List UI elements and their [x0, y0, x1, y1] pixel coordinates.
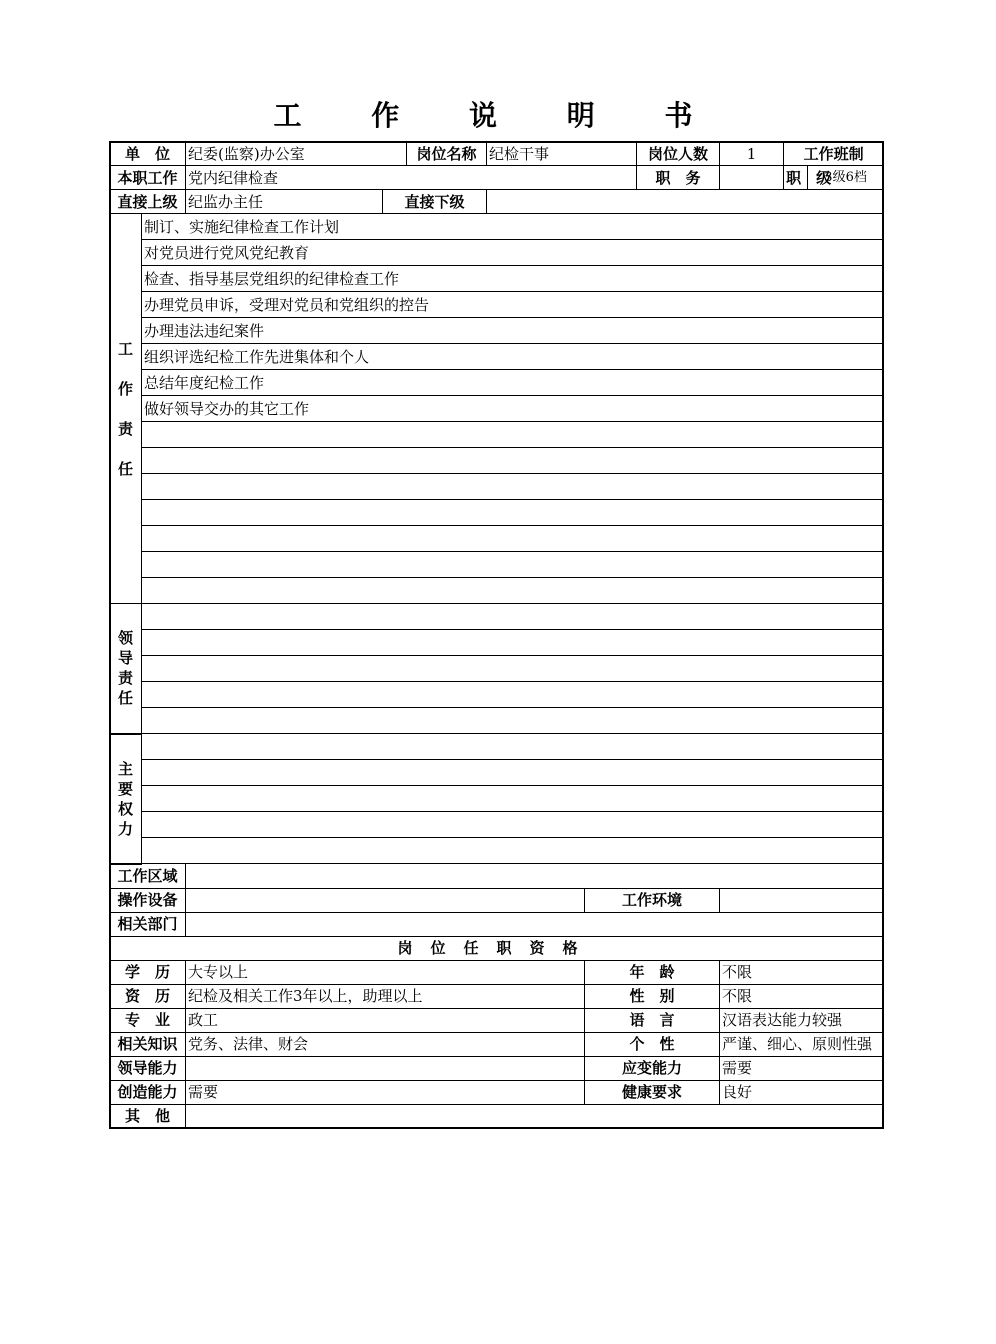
education-label: 学 历: [110, 960, 186, 984]
responsibility-item: 对党员进行党风党纪教育: [142, 240, 884, 266]
grade-label: 职 级: [784, 166, 808, 190]
gender-value: 不限: [720, 984, 884, 1008]
other-value: [186, 1104, 884, 1128]
environment-label: 工作环境: [585, 888, 720, 912]
gender-label: 性 别: [585, 984, 720, 1008]
creativity-label: 创造能力: [110, 1080, 186, 1104]
personality-label: 个 性: [585, 1032, 720, 1056]
superior-label: 直接上级: [110, 190, 186, 214]
page-title: 工 作 说 明 书: [273, 99, 723, 132]
post-name-value: 纪检干事: [487, 142, 637, 166]
health-label: 健康要求: [585, 1080, 720, 1104]
duty-value: [720, 166, 784, 190]
creativity-value: 需要: [186, 1080, 585, 1104]
responsibility-item: 总结年度纪检工作: [142, 370, 884, 396]
power-item: [142, 812, 884, 838]
grade-value: 3级6档: [808, 166, 884, 190]
leadership-item: [142, 708, 884, 734]
responsibility-item: 组织评选纪检工作先进集体和个人: [142, 344, 884, 370]
post-name-label: 岗位名称: [407, 142, 487, 166]
power-item: [142, 760, 884, 786]
subordinate-value: [487, 190, 884, 214]
power-item: [142, 838, 884, 864]
leadership-item: [142, 604, 884, 630]
responsibility-item: [142, 578, 884, 604]
major-label: 专 业: [110, 1008, 186, 1032]
adaptability-label: 应变能力: [585, 1056, 720, 1080]
experience-label: 资 历: [110, 984, 186, 1008]
responsibilities-label: 工 作 责 任: [110, 214, 142, 604]
responsibility-item: [142, 526, 884, 552]
responsibility-item: 做好领导交办的其它工作: [142, 396, 884, 422]
education-value: 大专以上: [186, 960, 585, 984]
responsibility-item: [142, 552, 884, 578]
unit-label: 单 位: [110, 142, 186, 166]
age-label: 年 龄: [585, 960, 720, 984]
major-value: 政工: [186, 1008, 585, 1032]
language-value: 汉语表达能力较强: [720, 1008, 884, 1032]
unit-value: 纪委(监察)办公室: [186, 142, 407, 166]
duty-label: 职 务: [637, 166, 720, 190]
related-dept-value: [186, 912, 884, 936]
other-label: 其 他: [110, 1104, 186, 1128]
equipment-label: 操作设备: [110, 888, 186, 912]
responsibility-item: 制订、实施纪律检查工作计划: [142, 214, 884, 240]
equipment-value: [186, 888, 585, 912]
environment-value: [720, 888, 884, 912]
leadership-label: 领 导 责 任: [110, 604, 142, 734]
qualifications-heading: 岗位任职资格: [110, 936, 884, 960]
experience-value: 纪检及相关工作3年以上，助理以上: [186, 984, 585, 1008]
responsibility-item: 办理党员申诉，受理对党员和党组织的控告: [142, 292, 884, 318]
leadership-item: [142, 630, 884, 656]
power-item: [142, 734, 884, 760]
main-work-value: 党内纪律检查: [186, 166, 637, 190]
age-value: 不限: [720, 960, 884, 984]
job-description-form: [109, 141, 884, 1129]
post-count-value: 1: [720, 142, 784, 166]
knowledge-label: 相关知识: [110, 1032, 186, 1056]
responsibility-item: 检查、指导基层党组织的纪律检查工作: [142, 266, 884, 292]
responsibility-item: 办理违法违纪案件: [142, 318, 884, 344]
post-count-label: 岗位人数: [637, 142, 720, 166]
leadership-item: [142, 656, 884, 682]
adaptability-value: 需要: [720, 1056, 884, 1080]
responsibility-item: [142, 448, 884, 474]
powers-label: 主 要 权 力: [110, 734, 142, 864]
leadership-ability-value: [186, 1056, 585, 1080]
responsibility-item: [142, 474, 884, 500]
responsibility-item: [142, 422, 884, 448]
shift-label: 工作班制: [784, 142, 884, 166]
work-area-value: [186, 864, 884, 889]
leadership-ability-label: 领导能力: [110, 1056, 186, 1080]
main-work-label: 本职工作: [110, 166, 186, 190]
work-area-label: 工作区域: [110, 864, 186, 889]
language-label: 语 言: [585, 1008, 720, 1032]
superior-value: 纪监办主任: [186, 190, 383, 214]
related-dept-label: 相关部门: [110, 912, 186, 936]
responsibility-item: [142, 500, 884, 526]
power-item: [142, 786, 884, 812]
personality-value: 严谨、细心、原则性强: [720, 1032, 884, 1056]
knowledge-value: 党务、法律、财会: [186, 1032, 585, 1056]
leadership-item: [142, 682, 884, 708]
health-value: 良好: [720, 1080, 884, 1104]
subordinate-label: 直接下级: [383, 190, 487, 214]
